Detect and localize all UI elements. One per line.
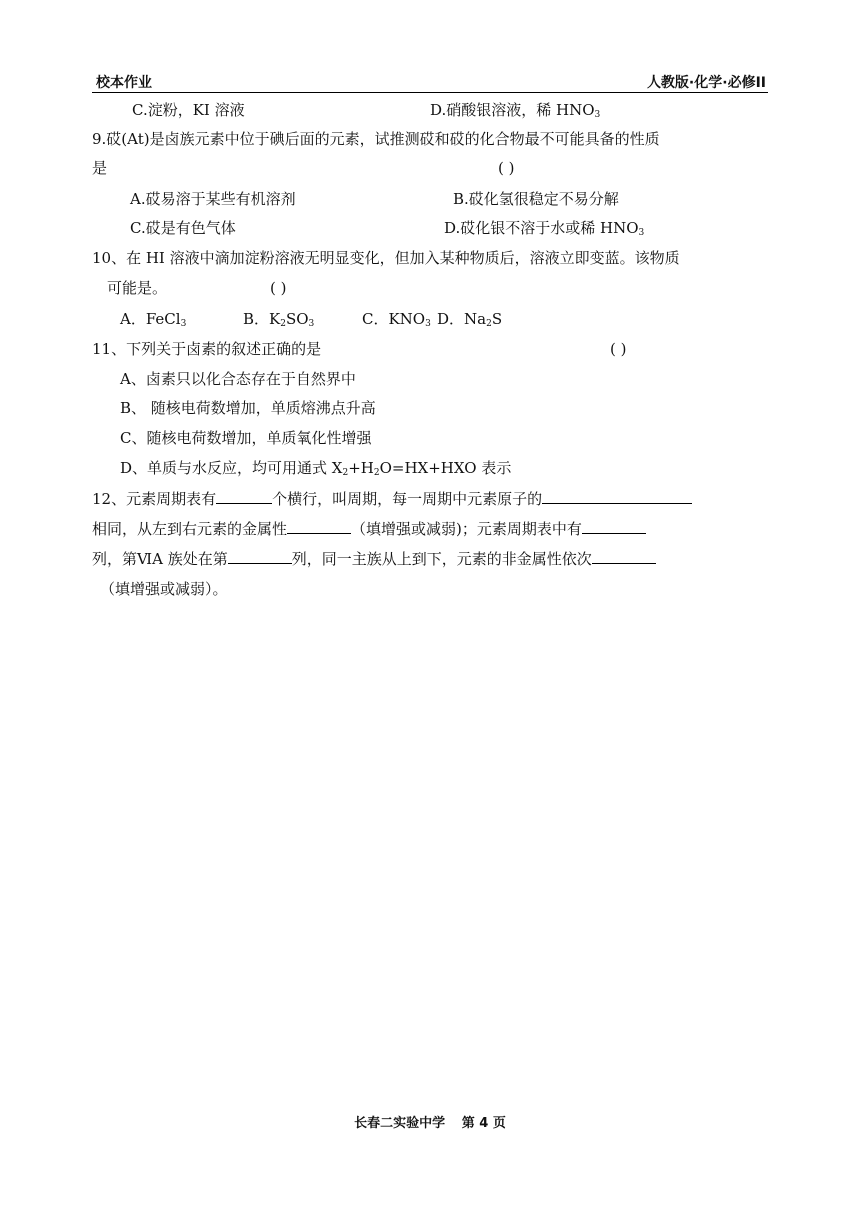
q12-line3: 列，第ⅥA 族处在第 列，同一主族从上到下，元素的非金属性依次 (92, 549, 656, 569)
q12-blank-columns[interactable] (582, 519, 646, 534)
q12-line1: 12、元素周期表有 个横行，叫周期，每一周期中元素原子的 (92, 489, 692, 509)
q8-option-d: D.硝酸银溶液，稀 $HNO_3$ (430, 101, 601, 120)
header-right-title: 人教版·化学·必修II (646, 75, 766, 91)
q12-line2: 相同，从左到右元素的金属性 （填增强或减弱)；元素周期表中有 (92, 519, 646, 539)
q9-option-b: B.砹化氢很稳定不易分解 (453, 190, 619, 208)
q9-answer-paren: ( ) (498, 159, 515, 177)
q9-option-a: A.砹易溶于某些有机溶剂 (130, 190, 296, 208)
q9-option-c: C.砹是有色气体 (130, 219, 236, 237)
page-header (92, 70, 768, 93)
q10-stem-line1: 10、在 HI 溶液中滴加淀粉溶液无明显变化，但加入某种物质后，溶液立即变蓝。该物质 (92, 249, 680, 267)
q10-answer-paren: ( ) (270, 279, 287, 297)
q10-option-b: B．$K_2SO_3$ (243, 310, 315, 329)
footer-page-number: 第 4 页 (461, 1116, 506, 1131)
q12-blank-same[interactable] (542, 489, 692, 504)
q9-option-d: D.砹化银不溶于水或稀 $HNO_3$ (444, 219, 645, 238)
q11-answer-paren: ( ) (610, 340, 627, 358)
q12-blank-via-column[interactable] (228, 549, 292, 564)
q11-option-d: D、单质与水反应，均可用通式 $X_2+H_2O=HX+HXO$ 表示 (120, 459, 512, 478)
q12-line4: （填增强或减弱）。 (100, 580, 228, 598)
q9-stem-line2: 是 (92, 159, 108, 177)
q10-option-d: D．$Na_2S$ (437, 310, 503, 329)
q12-blank-rows[interactable] (216, 489, 272, 504)
q10-option-c: C．$KNO_3$ (362, 310, 431, 329)
header-left-title: 校本作业 (96, 75, 152, 91)
q12-blank-nonmetallic[interactable] (592, 549, 656, 564)
q11-stem: 11、下列关于卤素的叙述正确的是 (92, 340, 322, 358)
footer-school: 长春二实验中学 (354, 1116, 446, 1131)
q11-option-a: A、卤素只以化合态存在于自然界中 (120, 370, 356, 388)
q8-option-c: C.淀粉，KI 溶液 (132, 101, 245, 119)
q9-stem-line1: 9.砹(At)是卤族元素中位于碘后面的元素，试推测砹和砹的化合物最不可能具备的性质 (92, 130, 660, 148)
q12-blank-metallic[interactable] (287, 519, 351, 534)
page-footer (0, 1112, 860, 1131)
q10-option-a: A．FeCl$_3$ (120, 310, 187, 329)
q11-option-b: B、 随核电荷数增加，单质熔沸点升高 (120, 399, 376, 417)
q11-option-c: C、随核电荷数增加，单质氧化性增强 (120, 429, 372, 447)
q10-stem-line2: 可能是。 (107, 279, 168, 297)
